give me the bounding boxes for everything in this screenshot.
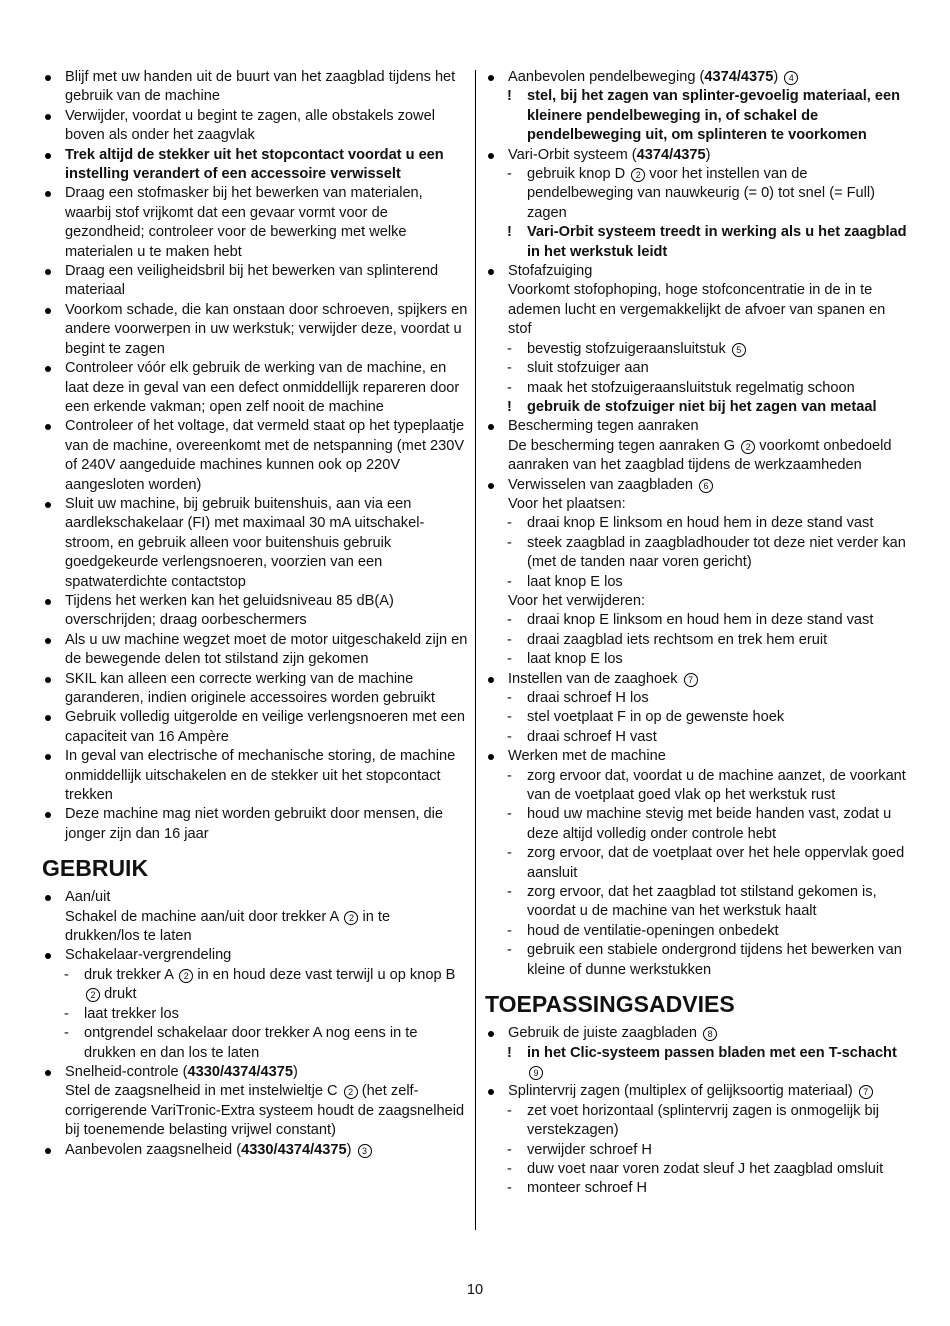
exclamation-mark: ! (507, 398, 512, 415)
aanuit-title: Aan/uit (65, 889, 111, 906)
tip-splinter-item (487, 1082, 909, 1101)
hoek-step-text: draai schroef H vast (527, 728, 657, 745)
werk-item: Werken met de machine (487, 747, 909, 766)
hoek-item (487, 670, 909, 689)
wissel-step (487, 534, 909, 573)
circled-number-icon: 3 (358, 1144, 372, 1158)
werk-step-text: zorg ervoor, dat het zaagblad tot stilstand gekomen is, voordat u de machine van het werkstuk haalt (527, 884, 877, 920)
dash-mark: - (507, 767, 512, 784)
column-divider (475, 70, 476, 1230)
circled-number-icon: 6 (699, 479, 713, 493)
tip-step-text: duw voet naar voren zodat sleuf J het zaagblad omsluit (527, 1160, 884, 1177)
dash-mark: - (507, 360, 512, 377)
tip-step-text: zet voet horizontaal (splintervrij zagen is onmogelijk bij verstekzagen) (527, 1102, 880, 1139)
dash-mark: - (507, 709, 512, 726)
left-column (44, 68, 468, 1160)
hoek-step (487, 708, 909, 727)
wissel-step (487, 650, 909, 669)
safety-item: Trek altijd de stekker uit het stopcontact voordat u een instelling verandert of een accessoire verwisselt (44, 146, 468, 185)
dash-mark: - (507, 1180, 512, 1197)
safety-item: Blijf met uw handen uit de buurt van het zaagblad tijdens het gebruik van de machine (44, 68, 468, 107)
tip-splinter-title: Splintervrij zagen (multiplex of gelijksoortig materiaal) (508, 1083, 853, 1100)
wissel-step (487, 631, 909, 650)
dash-mark: - (507, 884, 512, 901)
rec-speed-close: ) (346, 1141, 352, 1158)
warning-text: gebruik de stofzuiger niet bij het zagen van metaal (527, 398, 877, 415)
warning-note (487, 223, 909, 262)
stof-item (487, 262, 909, 340)
stof-step (487, 359, 909, 378)
circled-number-icon: 2 (631, 168, 645, 182)
rec-speed-item (44, 1141, 468, 1160)
dash-mark: - (507, 573, 512, 590)
circled-number-icon: 2 (179, 969, 193, 983)
hoek-step-text: stel voetplaat F in op de gewenste hoek (527, 709, 785, 726)
dash-mark: - (507, 922, 512, 939)
aanuit-item (44, 888, 468, 946)
werk-step-text: zorg ervoor, dat de voetplaat over het hele oppervlak goed aansluit (527, 845, 905, 881)
wissel-item (487, 476, 909, 515)
wissel-step (487, 611, 909, 630)
besch-text: De bescherming tegen aanraken G (508, 437, 736, 454)
vari-step (487, 165, 909, 223)
wissel-step-text: laat knop E los (527, 573, 623, 590)
tip-blade-item (487, 1024, 909, 1043)
dash-mark: - (507, 379, 512, 396)
speed-item (44, 1063, 468, 1141)
safety-item: Controleer of het voltage, dat vermeld staat op het typeplaatje van de machine, overeenkomt met de netspanning (met 230V of 240V aangeduide machines kunnen ook op 220V aangesloten worden) (44, 417, 468, 495)
circled-number-icon: 2 (86, 988, 100, 1002)
wissel-subtitle: Voor het plaatsen: (508, 495, 626, 512)
wissel-step (487, 573, 909, 592)
safety-item: Als u uw machine wegzet moet de motor uitgeschakeld zijn en de bewegende delen tot stilstand zijn gekomen (44, 631, 468, 670)
safety-item: Draag een stofmasker bij het bewerken van materialen, waarbij stof vrijkomt dat een gevaar vormt voor de gezondheid; controleer voor de bewerking met welke materialen u te maken hebt (44, 184, 468, 262)
pendel-item (487, 68, 909, 87)
speed-text-end: (het zelf-corrigerende VariTronic-Extra systeem houdt de zaagsnelheid bij toenemende belasting vrijwel constant) (65, 1083, 465, 1139)
lock-step-text: laat trekker los (84, 1005, 179, 1022)
warning-text: Vari-Orbit systeem treedt in werking als u het zaagblad in het werkstuk leidt (527, 224, 907, 260)
lock-step (44, 966, 468, 1005)
pendel-title: Aanbevolen pendelbeweging ( (508, 69, 705, 85)
werk-step (487, 922, 909, 941)
dash-mark: - (507, 515, 512, 532)
besch-text-end: voorkomt onbedoeld aanraken van het zaagblad tijdens de werkzaamheden (508, 437, 892, 474)
wissel-title: Verwisselen van zaagbladen (508, 476, 693, 493)
dash-mark: - (507, 806, 512, 823)
werk-step-text: zorg ervoor dat, voordat u de machine aanzet, de voorkant van de voetplaat goed vlak op het werkstuk rust (527, 767, 906, 804)
lock-step-text: druk trekker A (84, 966, 174, 983)
section-heading-toepassingsadvies: TOEPASSINGSADVIES (485, 991, 735, 1018)
wissel-step-text: steek zaagblad in zaagbladhouder tot deze niet verder kan (met de tanden naar voren gericht) (527, 534, 906, 571)
stof-title: Stofafzuiging (508, 263, 593, 280)
vari-step-text: voor het instellen van de pendelbeweging van nauwkeurig (= 0) tot snel (= Full) zagen (527, 166, 876, 221)
dash-mark: - (507, 166, 512, 183)
dash-mark: - (64, 966, 69, 983)
stof-step (487, 340, 909, 359)
circled-number-icon: 7 (859, 1085, 873, 1099)
warning-note (487, 398, 909, 417)
exclamation-mark: ! (507, 224, 512, 241)
circled-number-icon: 8 (703, 1027, 717, 1041)
dash-mark: - (64, 1005, 69, 1022)
dash-mark: - (507, 651, 512, 668)
dash-mark: - (507, 728, 512, 745)
safety-item: Gebruik volledig uitgerolde en veilige verlengsnoeren met een capaciteit van 16 Ampère (44, 708, 468, 747)
werk-step-text: gebruik een stabiele ondergrond tijdens het bewerken van kleine of dunne werkstukken (527, 942, 902, 978)
stof-text: Voorkomt stofophoping, hoge stofconcentratie in de in te ademen lucht en vergemakkelijkt de afvoer van spanen en stof (508, 282, 886, 338)
safety-item: Deze machine mag niet worden gebruikt door mensen, die jonger zijn dan 16 jaar (44, 805, 468, 844)
pendel-close: ) (773, 69, 779, 85)
dash-mark: - (507, 1160, 512, 1177)
wissel-step-text: draai knop E linksom en houd hem in deze stand vast (527, 515, 874, 532)
warning-text: stel, bij het zagen van splinter-gevoelig materiaal, een kleinere pendelbeweging in, of schakel de pendelbeweging uit, om splinteren te voorkomen (527, 88, 901, 144)
lock-step (44, 1005, 468, 1024)
dash-mark: - (507, 631, 512, 648)
vari-item (487, 146, 909, 165)
circled-number-icon: 2 (741, 440, 755, 454)
dash-mark: - (507, 1102, 512, 1119)
vari-models: 4374/4375 (636, 146, 706, 163)
warning-text: in het Clic-systeem passen bladen met een T-schacht (527, 1044, 897, 1061)
besch-title: Bescherming tegen aanraken (508, 418, 699, 435)
werk-step (487, 883, 909, 922)
circled-number-icon: 7 (684, 673, 698, 687)
lock-step-text: ontgrendel schakelaar door trekker A nog eens in te drukken en dan los te laten (84, 1025, 418, 1061)
wissel-subtitle: Voor het verwijderen: (508, 592, 646, 609)
werk-step (487, 805, 909, 844)
dash-mark: - (507, 942, 512, 959)
safety-item: Voorkom schade, die kan onstaan door schroeven, spijkers en andere voorwerpen in uw werkstuk; verwijder deze, voordat u begint te zagen (44, 301, 468, 359)
hoek-title: Instellen van de zaaghoek (508, 670, 678, 687)
stof-step (487, 379, 909, 398)
warning-note (487, 87, 909, 145)
hoek-step-text: draai schroef H los (527, 690, 649, 706)
besch-item (487, 417, 909, 475)
rec-speed-title: Aanbevolen zaagsnelheid ( (65, 1141, 242, 1158)
circled-number-icon: 4 (784, 71, 798, 85)
werk-step (487, 767, 909, 806)
safety-item: SKIL kan alleen een correcte werking van de machine garanderen, indien originele accessoires worden gebruikt (44, 670, 468, 709)
circled-number-icon: 2 (344, 911, 358, 925)
speed-models: 4330/4374/4375 (187, 1063, 294, 1080)
lock-step-text: drukt (104, 986, 137, 1003)
circled-number-icon: 9 (529, 1066, 543, 1080)
speed-text: Stel de zaagsnelheid in met instelwieltje C (65, 1083, 338, 1100)
tip-step (487, 1160, 909, 1179)
dash-mark: - (507, 690, 512, 706)
circled-number-icon: 2 (344, 1085, 358, 1099)
aanuit-text-end: in te drukken/los te laten (65, 908, 391, 945)
vari-close: ) (705, 146, 711, 163)
warning-note (487, 1044, 909, 1083)
safety-item: Controleer vóór elk gebruik de werking van de machine, en laat deze in geval van een defect onmiddellijk repareren door een erkende vakman; open zelf nooit de machine (44, 359, 468, 417)
tip-step-text: monteer schroef H (527, 1180, 648, 1197)
exclamation-mark: ! (507, 88, 512, 105)
safety-item: Tijdens het werken kan het geluidsniveau 85 dB(A) overschrijden; draag oorbeschermers (44, 592, 468, 631)
lock-step-text: in en houd deze vast terwijl u op knop B (197, 966, 456, 983)
werk-step (487, 844, 909, 883)
dash-mark: - (507, 1141, 512, 1158)
hoek-step (487, 689, 909, 708)
right-column (487, 68, 909, 1199)
werk-step-text: houd de ventilatie-openingen onbedekt (527, 922, 779, 939)
wissel-step-text: draai knop E linksom en houd hem in deze stand vast (527, 612, 874, 629)
wissel-step-text: draai zaagblad iets rechtsom en trek hem eruit (527, 631, 828, 648)
aanuit-text: Schakel de machine aan/uit door trekker A (65, 908, 339, 925)
lock-item: Schakelaar-vergrendeling (44, 946, 468, 965)
wissel-step-text: laat knop E los (527, 651, 623, 668)
exclamation-mark: ! (507, 1044, 512, 1061)
safety-item: Verwijder, voordat u begint te zagen, alle obstakels zowel boven als onder het zaagvlak (44, 107, 468, 146)
tip-step (487, 1102, 909, 1141)
tip-blade-title: Gebruik de juiste zaagbladen (508, 1025, 698, 1042)
page-number: 10 (466, 1282, 484, 1298)
werk-step (487, 941, 909, 980)
lock-step (44, 1024, 468, 1063)
tip-step (487, 1179, 909, 1198)
vari-step-text: gebruik knop D (527, 166, 626, 183)
dash-mark: - (507, 845, 512, 862)
speed-close: ) (293, 1063, 298, 1080)
rec-speed-models: 4330/4374/4375 (241, 1141, 347, 1158)
dash-mark: - (507, 340, 512, 357)
hoek-step (487, 728, 909, 747)
werk-step-text: houd uw machine stevig met beide handen vast, zodat u deze altijd volledig onder controle hebt (527, 806, 892, 842)
stof-step-text: maak het stofzuigeraansluitstuk regelmatig schoon (527, 379, 855, 396)
section-heading-gebruik: GEBRUIK (42, 855, 149, 882)
tip-step-text: verwijder schroef H (527, 1141, 652, 1158)
circled-number-icon: 5 (732, 343, 746, 357)
safety-item: In geval van electrische of mechanische storing, de machine onmiddellijk uitschakelen en de stekker uit het stopcontact trekken (44, 747, 468, 805)
dash-mark: - (64, 1025, 69, 1042)
vari-title: Vari-Orbit systeem ( (508, 146, 637, 163)
safety-item: Draag een veiligheidsbril bij het bewerken van splinterend materiaal (44, 262, 468, 301)
stof-step-text: sluit stofzuiger aan (527, 360, 649, 377)
safety-item: Sluit uw machine, bij gebruik buitenshuis, aan via een aardlekschakelaar (FI) met maximaal 30 mA uitschakel-stroom, en gebruik alleen voor buitenshuis gebruik goedgekeurde verlengsnoeren, voorzien van een spatwaterdichte contactstop (44, 495, 468, 592)
wissel-step (487, 514, 909, 533)
speed-title: Snelheid-controle ( (65, 1063, 188, 1080)
stof-step-text: bevestig stofzuigeraansluitstuk (527, 340, 726, 357)
dash-mark: - (507, 534, 512, 551)
dash-mark: - (507, 612, 512, 629)
tip-step (487, 1141, 909, 1160)
pendel-models: 4374/4375 (704, 69, 774, 85)
